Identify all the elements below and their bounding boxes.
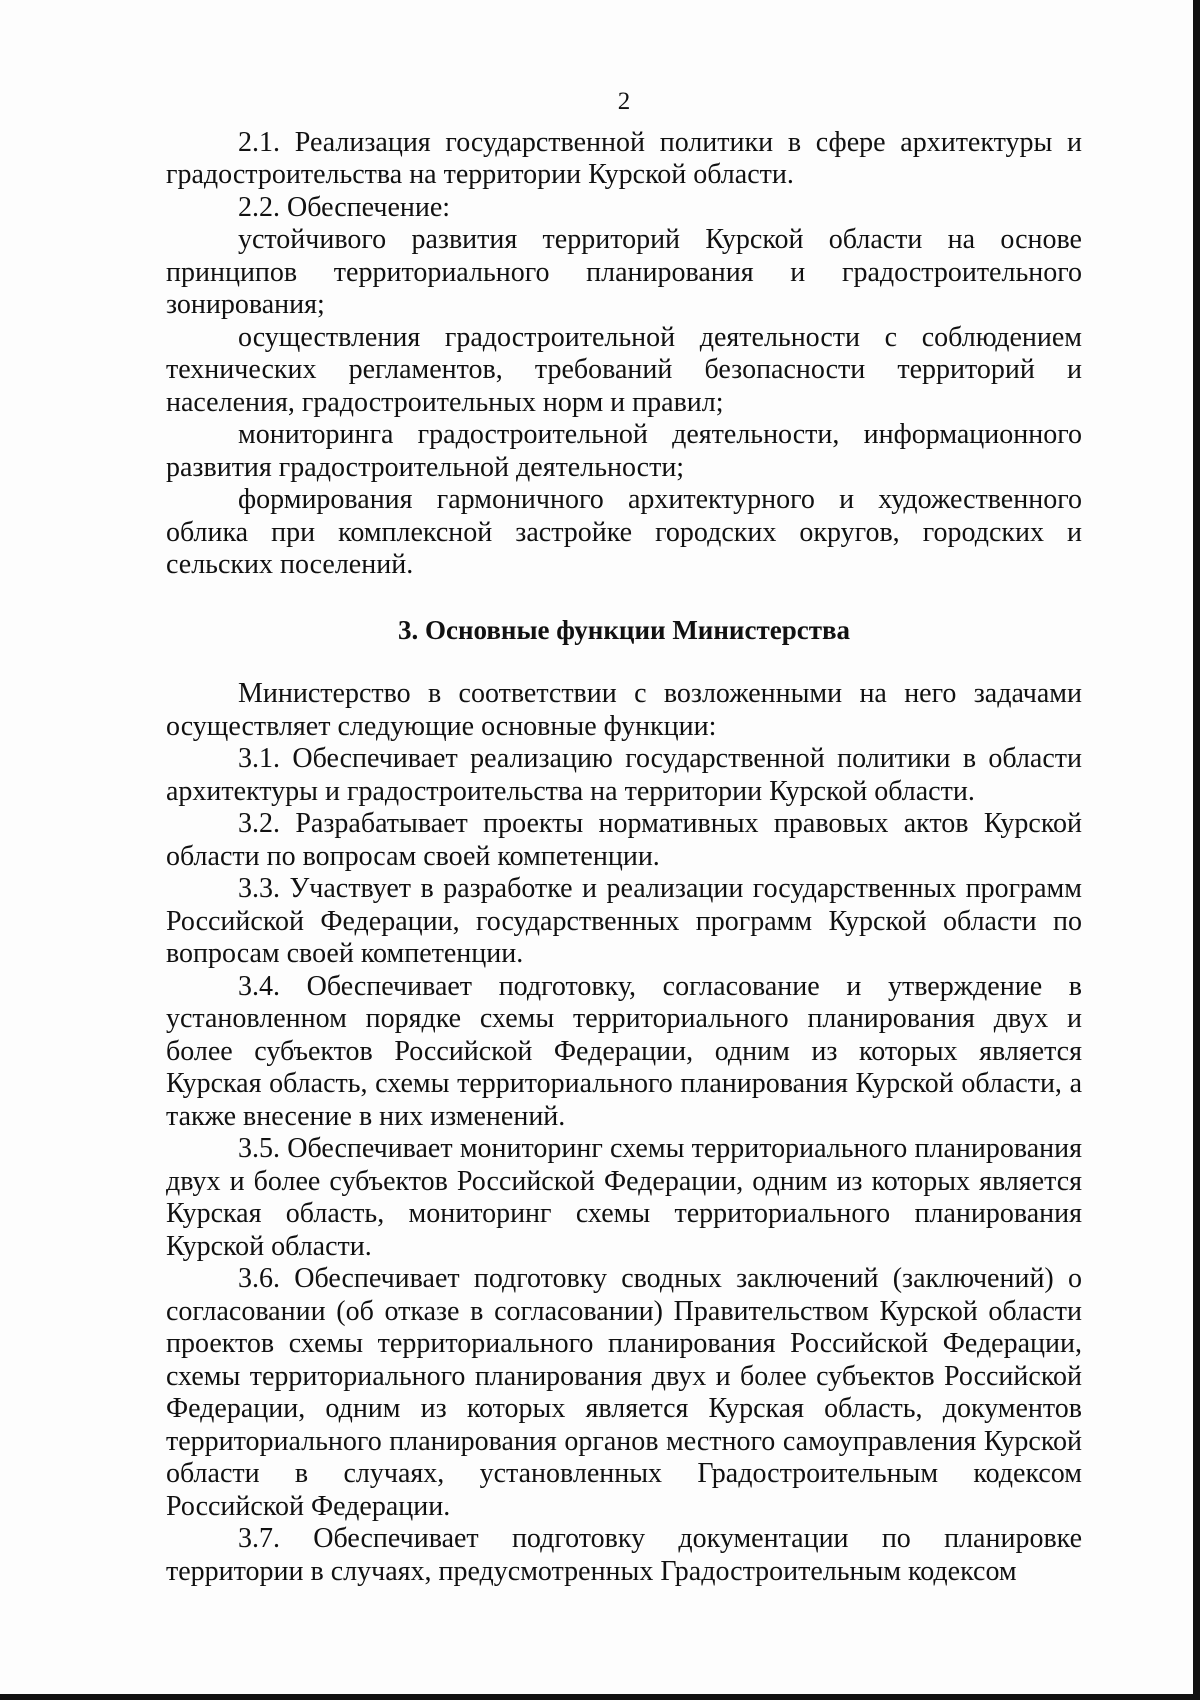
paragraph-2-2: 2.2. Обеспечение: bbox=[238, 191, 451, 223]
paragraph-3-2: 3.2. Разрабатывает проекты нормативных правовых актов Курской области по вопросам своей компетенции. bbox=[166, 808, 1082, 872]
page-number: 2 bbox=[617, 88, 631, 115]
paragraph-3-4: 3.4. Обеспечивает подготовку, согласование и утверждение в установленном порядке схемы территориального планирования двух и более субъектов Российской Федерации, одним из которых является Курская область, схемы территориального планирования Курской области, а также внесение в них изменений. bbox=[166, 970, 1082, 1132]
paragraph-2-2-item-4: формирования гармоничного архитектурного и художественного облика при комплексной застройке городских округов, городских и сельских поселений. bbox=[166, 484, 1082, 580]
paragraph-3-intro: Министерство в соответствии с возложенными на него задачами осуществляет следующие основные функции: bbox=[166, 678, 1082, 742]
paragraph-2-1: 2.1. Реализация государственной политики в сфере архитектуры и градостроительства на территории Курской области. bbox=[166, 126, 1082, 190]
paragraph-3-6: 3.6. Обеспечивает подготовку сводных заключений (заключений) о согласовании (об отказе в согласовании) Правительством Курской области проектов схемы территориального планирования Российской Федерации, схемы территориального планирования двух и более субъектов Российской Федерации, одним из которых является Курская область, документов территориального планирования органов местного самоуправления Курской области в случаях, установленных Градостроительным кодексом Российской Федерации. bbox=[166, 1263, 1082, 1522]
paragraph-2-2-item-3: мониторинга градостроительной деятельности, информационного развития градостроительной деятельности; bbox=[166, 419, 1082, 483]
scan-bottom-edge bbox=[0, 1694, 1200, 1700]
section-3-heading: 3. Основные функции Министерства bbox=[397, 614, 851, 645]
paragraph-3-7: 3.7. Обеспечивает подготовку документации по планировке территории в случаях, предусмотренных Градостроительным кодексом bbox=[166, 1523, 1082, 1587]
paragraph-3-3: 3.3. Участвует в разработке и реализации государственных программ Российской Федерации, государственных программ Курской области по вопросам своей компетенции. bbox=[166, 873, 1082, 969]
scan-right-edge bbox=[1193, 0, 1200, 1700]
paragraph-3-5: 3.5. Обеспечивает мониторинг схемы территориального планирования двух и более субъектов Российской Федерации, одним из которых является Курская область, мониторинг схемы территориального планирования Курской области. bbox=[166, 1133, 1082, 1262]
paragraph-2-2-item-1: устойчивого развития территорий Курской области на основе принципов территориального планирования и градостроительного зонирования; bbox=[166, 224, 1082, 320]
paragraph-2-2-item-2: осуществления градостроительной деятельности с соблюдением технических регламентов, требований безопасности территорий и населения, градостроительных норм и правил; bbox=[166, 321, 1082, 418]
paragraph-3-1: 3.1. Обеспечивает реализацию государственной политики в области архитектуры и градостроительства на территории Курской области. bbox=[166, 743, 1082, 807]
document-text bbox=[166, 86, 1082, 1588]
